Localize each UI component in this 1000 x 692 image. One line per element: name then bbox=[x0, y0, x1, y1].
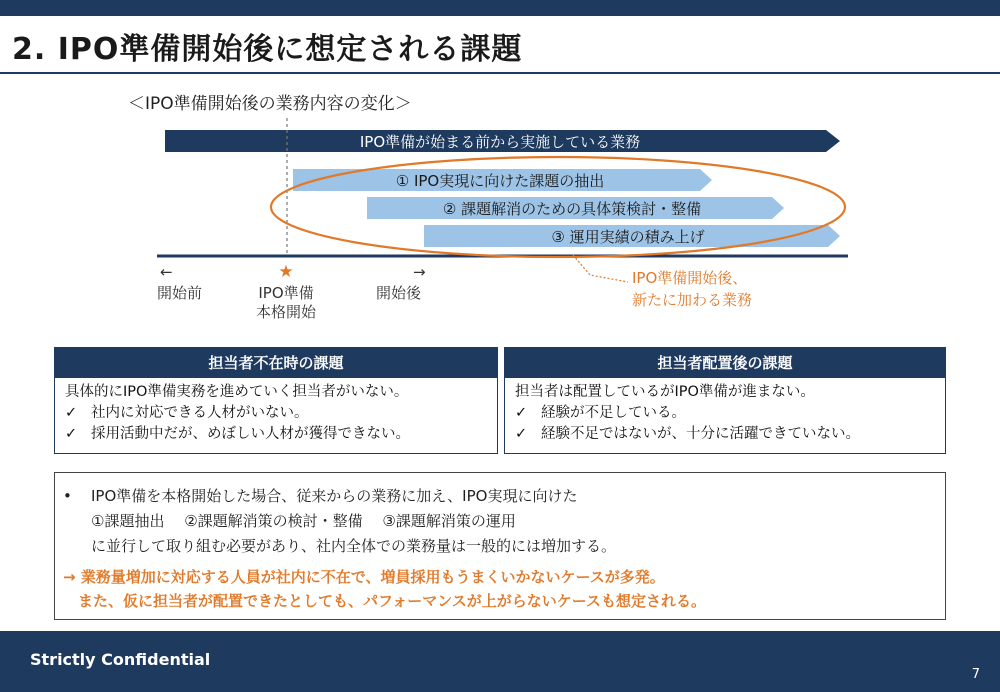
callout-leader-line bbox=[573, 255, 628, 282]
start-label-line2: 本格開始 bbox=[255, 303, 317, 321]
start-star-icon: ★ bbox=[278, 262, 294, 282]
issue-box-no-staff bbox=[54, 347, 498, 454]
summary-box bbox=[54, 472, 946, 620]
before-label: 開始前 bbox=[157, 284, 203, 302]
bullet-icon: • bbox=[63, 487, 72, 505]
after-label: 開始後 bbox=[376, 284, 422, 302]
issue-box-with-staff-lead: 担当者は配置しているがIPO準備が進まない。 bbox=[515, 384, 815, 400]
check-icon: ✓ bbox=[515, 426, 528, 442]
list-item bbox=[65, 424, 487, 445]
issue-box-with-staff bbox=[504, 347, 946, 454]
callout-line1: IPO準備開始後、 bbox=[632, 269, 748, 287]
list-item bbox=[515, 424, 935, 445]
after-arrow-icon: → bbox=[413, 263, 426, 281]
start-label-line1: IPO準備 bbox=[258, 284, 314, 302]
check-icon: ✓ bbox=[515, 405, 528, 421]
check-icon: ✓ bbox=[65, 426, 78, 442]
summary-line-1: IPO準備を本格開始した場合、従来からの業務に加え、IPO実現に向けた bbox=[91, 487, 578, 505]
existing-task-label: IPO準備が始まる前から実施している業務 bbox=[359, 133, 641, 151]
page-number: 7 bbox=[971, 667, 980, 682]
list-item-text: 経験不足ではないが、十分に活躍できていない。 bbox=[541, 426, 860, 442]
summary-line-2: ①課題抽出 ②課題解消策の検討・整備 ③課題解消策の運用 bbox=[91, 512, 516, 530]
callout-line2: 新たに加わる業務 bbox=[632, 291, 753, 309]
issue-box-no-staff-header: 担当者不在時の課題 bbox=[55, 348, 497, 378]
summary-conclusion-1: → 業務量増加に対応する人員が社内に不在で、増員採用もうまくいかないケースが多発。 bbox=[63, 568, 665, 586]
section-subtitle: ＜IPO準備開始後の業務内容の変化＞ bbox=[128, 94, 412, 114]
summary-conclusion-2: また、仮に担当者が配置できたとしても、パフォーマンスが上がらないケースも想定される。 bbox=[63, 592, 707, 610]
confidential-label: Strictly Confidential bbox=[30, 650, 211, 669]
new-task-label-2: ② 課題解消のための具体策検討・整備 bbox=[442, 200, 702, 218]
issue-box-no-staff-lead: 具体的にIPO準備実務を進めていく担当者がいない。 bbox=[65, 384, 409, 400]
issue-box-with-staff-header: 担当者配置後の課題 bbox=[505, 348, 945, 378]
footer-bar bbox=[0, 631, 1000, 692]
summary-line-3: に並行して取り組む必要があり、社内全体での業務量は一般的には増加する。 bbox=[91, 537, 617, 555]
list-item-text: 経験が不足している。 bbox=[541, 405, 686, 421]
new-task-label-3: ③ 運用実績の積み上げ bbox=[551, 228, 705, 246]
list-item bbox=[65, 403, 487, 424]
task-change-diagram bbox=[0, 0, 1000, 340]
list-item-text: 採用活動中だが、めぼしい人材が獲得できない。 bbox=[91, 426, 410, 442]
list-item bbox=[515, 403, 935, 424]
before-arrow-icon: ← bbox=[160, 263, 173, 281]
page-title: 2. IPO準備開始後に想定される課題 bbox=[12, 32, 523, 67]
check-icon: ✓ bbox=[65, 405, 78, 421]
list-item-text: 社内に対応できる人材がいない。 bbox=[91, 405, 309, 421]
new-task-label-1: ① IPO実現に向けた課題の抽出 bbox=[395, 172, 605, 190]
